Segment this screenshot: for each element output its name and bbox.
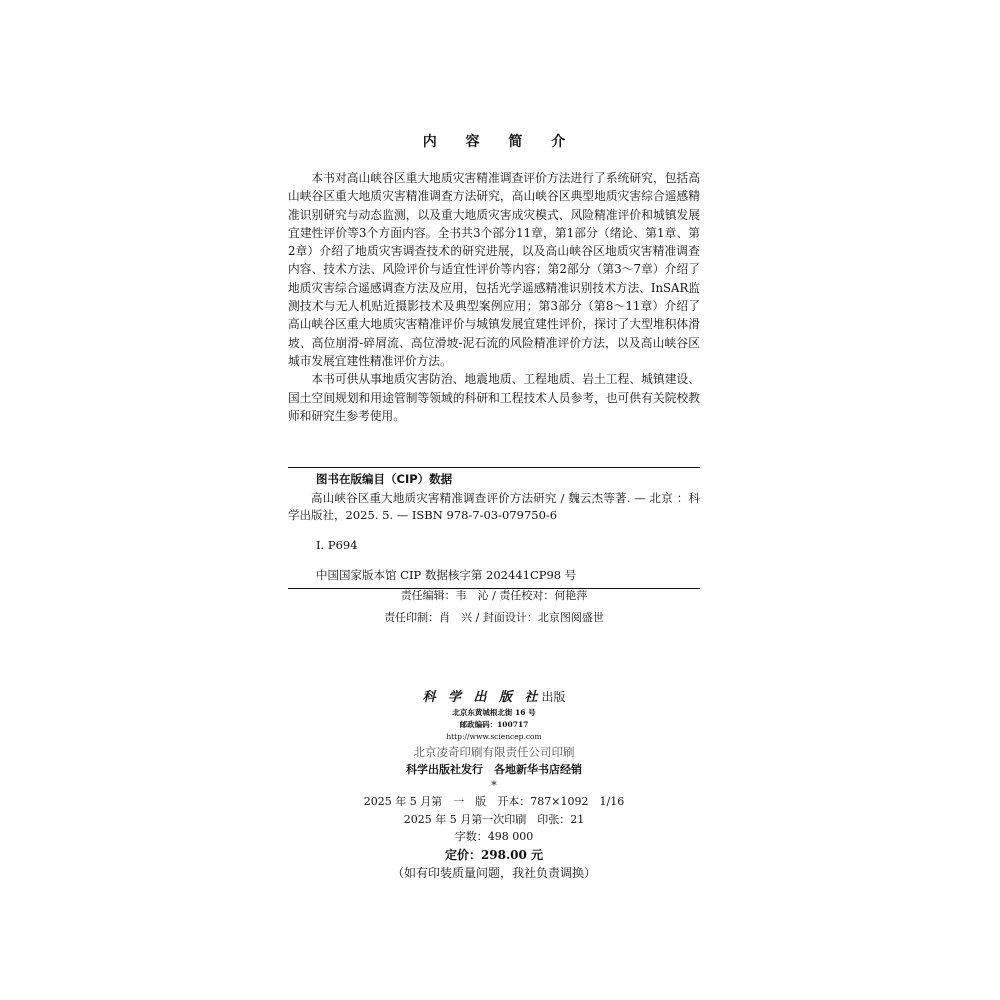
publisher-postcode: 邮政编码：100717 [459,720,529,729]
word-count: 字数：498 000 [454,830,534,843]
content-summary [288,169,700,425]
quality-note: （如有印装质量问题，我社负责调换） [391,865,596,880]
publisher-name: 科 学 出 版 社 [422,690,542,705]
publisher-address: 北京东黄城根北街 16 号 [452,708,536,717]
price: 定价：298.00 元 [444,847,544,862]
edition-line: 2025 年 5 月第 一 版 开本：787×1092 1/16 [363,795,625,808]
summary-paragraph-2: 本书可供从事地质灾害防治、地震地质、工程地质、岩土工程、城镇建设、国土空间规划和用途管制等领域的科研和工程技术人员参考，也可供有关院校教师和研究生参考使用。 [288,372,700,423]
publisher-colophon [288,687,700,882]
credits-line-editor: 责任编辑：韦 沁 / 责任校对：何艳萍 [400,589,588,602]
page-title: 内 容 简 介 [422,134,578,150]
distribution-line: 科学出版社发行 各地新华书店经销 [406,763,582,776]
printer-name: 北京凌奇印刷有限责任公司印刷 [413,745,575,759]
cip-bibliographic-record: 高山峡谷区重大地质灾害精准调查评价方法研究 / 魏云杰等著. — 北京 ：科学出版社，2025. 5. — ISBN 978-7-03-079750-6 [288,491,700,522]
cip-number: 中国国家版本馆 CIP 数据核字第 202441CP98 号 [316,568,577,582]
publisher-name-suffix: 出版 [541,690,566,704]
publisher-website: http://www.sciencep.com [446,732,542,741]
separator-star: * [491,779,497,792]
credits-line-printing: 责任印制：肖 兴 / 封面设计：北京图阅盛世 [384,611,604,624]
editorial-credits [288,585,700,629]
printing-line: 2025 年 5 月第一次印刷 印张：21 [403,812,585,826]
summary-paragraph-1: 本书对高山峡谷区重大地质灾害精准调查评价方法进行了系统研究，包括高山峡谷区重大地质灾害精准调查方法研究，高山峡谷区典型地质灾害综合遥感精准识别研究与动态监测，以及重大地质灾害成灾模式、风险精准评价和城镇发展宜建性评价等3个方面内容。全书共3个部分11章，第1部分（绪论、第1章、第2章）介绍了地质灾害调查技术的研究进展，以及高山峡谷区地质灾害精准调查内容、技术方法、风险评价与适宜性评价等内容；第2部分（第3～7章）介绍了地质灾害综合遥感调查方法及应用，包括光学遥感精准识别技术方法、InSAR监测技术与无人机贴近摄影技术及典型案例应用；第3部分（第8～11章）介绍了高山峡谷区重大地质灾害精准评价与城镇发展宜建性评价，探讨了大型堆积体滑坡、高位崩滑-碎屑流、高位滑坡-泥石流的风险精准评价方法，以及高山峡谷区城市发展宜建性精准评价方法。 [288,171,700,368]
cip-classification: Ⅰ. P694 [316,538,358,552]
cip-title: 图书在版编目（CIP）数据 [316,472,453,486]
cip-data-block [288,467,700,589]
